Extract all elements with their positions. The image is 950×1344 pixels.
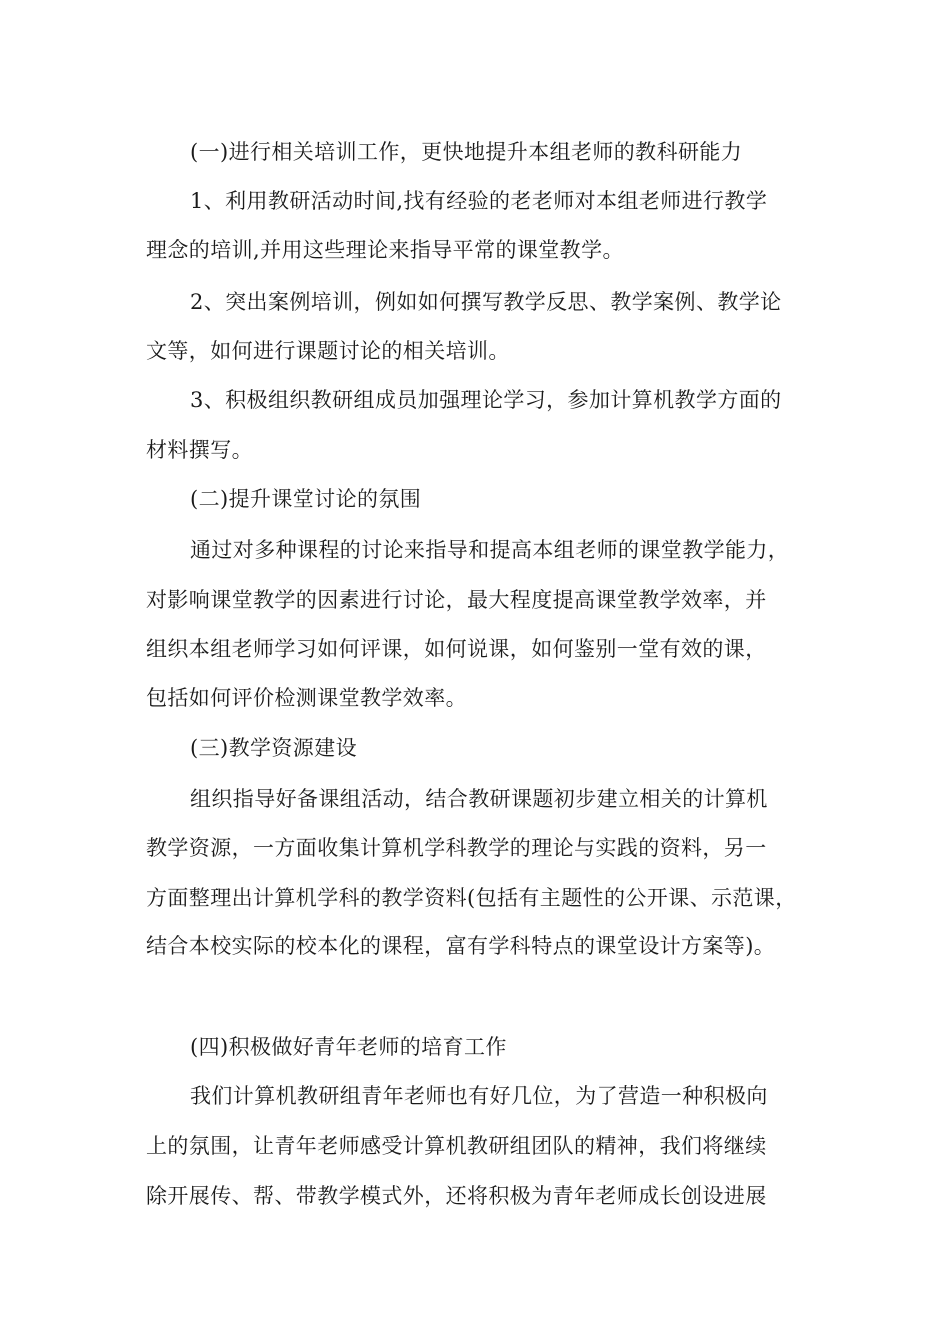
- paragraph-line: 上的氛围，让青年老师感受计算机教研组团队的精神，我们将继续: [146, 1134, 767, 1158]
- paragraph-line: 方面整理出计算机学科的教学资料(包括有主题性的公开课、示范课，: [146, 886, 797, 910]
- paragraph-line: 除开展传、帮、带教学模式外，还将积极为青年老师成长创设进展: [146, 1184, 767, 1208]
- paragraph-line: 理念的培训,并用这些理论来指导平常的课堂教学。: [146, 238, 624, 262]
- paragraph-line: 文等，如何进行课题讨论的相关培训。: [146, 339, 510, 363]
- paragraph-line: 组织指导好备课组活动，结合教研课题初步建立相关的计算机: [190, 787, 768, 811]
- paragraph-line: 包括如何评价检测课堂教学效率。: [146, 686, 467, 710]
- paragraph-line: 2、突出案例培训，例如如何撰写教学反思、教学案例、教学论: [190, 290, 782, 314]
- paragraph-line: 教学资源，一方面收集计算机学科教学的理论与实践的资料，另一: [146, 836, 767, 860]
- paragraph-line: 3、积极组织教研组成员加强理论学习，参加计算机教学方面的: [190, 388, 782, 412]
- paragraph-line: 材料撰写。: [146, 438, 253, 462]
- paragraph-line: 结合本校实际的校本化的课程，富有学科特点的课堂设计方案等)。: [146, 934, 776, 958]
- section-heading-2: (二)提升课堂讨论的氛围: [190, 487, 422, 511]
- paragraph-line: 组织本组老师学习如何评课，如何说课，如何鉴别一堂有效的课，: [146, 637, 767, 661]
- paragraph-line: 1、利用教研活动时间,找有经验的老老师对本组老师进行教学: [190, 189, 768, 213]
- paragraph-line: 我们计算机教研组青年老师也有好几位，为了营造一种积极向: [190, 1084, 768, 1108]
- section-heading-4: (四)积极做好青年老师的培育工作: [190, 1035, 507, 1059]
- section-heading-3: (三)教学资源建设: [190, 736, 357, 760]
- section-heading-1: (一)进行相关培训工作，更快地提升本组老师的教科研能力: [190, 140, 743, 164]
- paragraph-line: 通过对多种课程的讨论来指导和提高本组老师的课堂教学能力，: [190, 538, 790, 562]
- paragraph-line: 对影响课堂教学的因素进行讨论，最大程度提高课堂教学效率，并: [146, 588, 767, 612]
